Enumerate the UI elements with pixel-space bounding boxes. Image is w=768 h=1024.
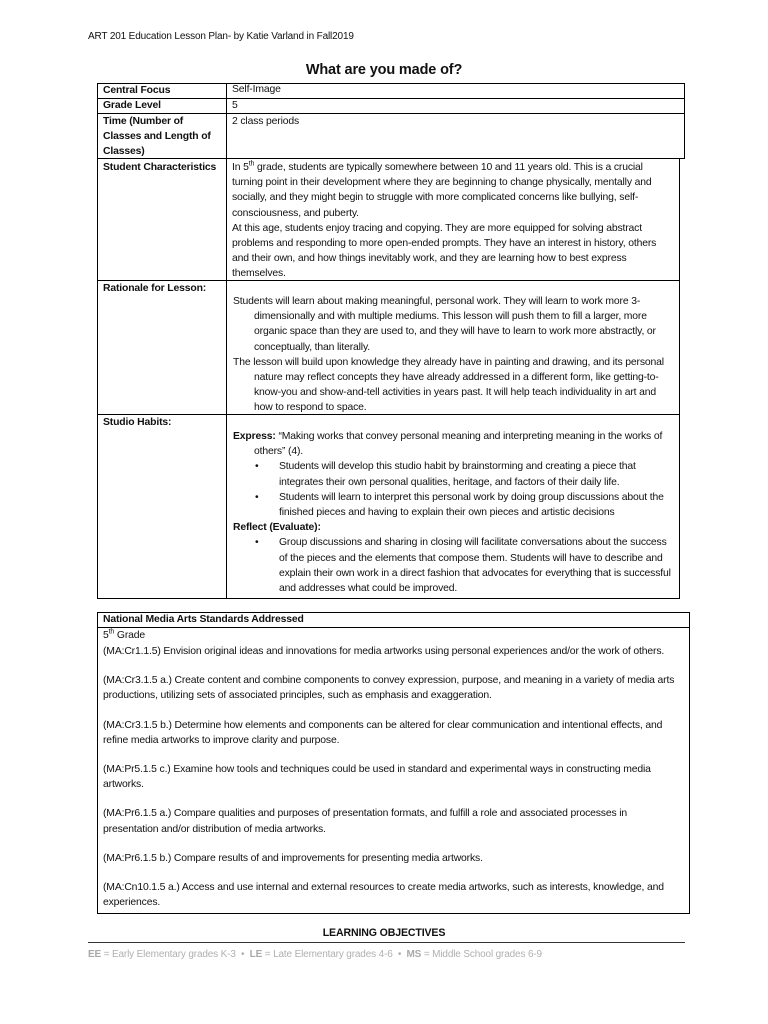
list-item: • Students will develop this studio habit by brainstorming and creating a piece that integrates their own personal qualities, heritage, and factors of their daily life.: [233, 459, 675, 489]
legend-code-ms: MS: [406, 949, 422, 960]
grade-level-label: Grade Level: [103, 100, 161, 111]
list-item: (MA:Cr3.1.5 b.) Determine how elements and components can be altered for clear communication and intentional effects, and refine media artworks to improve clarity and purpose.: [103, 719, 663, 746]
legend-code-le: LE: [249, 949, 263, 960]
grade-legend: [88, 947, 542, 962]
rationale-text: [233, 294, 675, 416]
reflect-heading: Reflect (Evaluate):: [233, 522, 321, 534]
student-characteristics-text: [232, 160, 666, 282]
list-item: • Group discussions and sharing in closing will facilitate conversations about the success of the pieces and the elements that compose them. Students will have to describe and explain their own work in a direct fashion that advocates for everything that is successful and addresses what could be improved.: [233, 535, 675, 596]
learning-objectives-heading: LEARNING OBJECTIVES: [322, 927, 446, 939]
student-characteristics-label: Student Characteristics: [103, 162, 217, 173]
list-item: (MA:Cr1.1.5) Envision original ideas and innovations for media artworks using personal experiences and/or the work of others.: [103, 646, 665, 657]
characteristics-paragraph-1: In 5th grade, students are typically somewhere between 10 and 11 years old. This is a crucial turning point in their development where they are beginning to change physically, mentally and socially, and they might begin to struggle with more complicated concerns like bullying, self-consciousness, and puberty.: [232, 160, 652, 219]
rationale-paragraph-2: The lesson will build upon knowledge they already have in painting and drawing, and its personal nature may reflect concepts they have already addressed in a different form, like getting-to-know-you and show-and-tell activities in years past. It will help teach individuality in art and how to respond to space.: [233, 356, 664, 414]
document-header: ART 201 Education Lesson Plan- by Katie Varland in Fall2019: [88, 31, 354, 42]
column-divider: [226, 83, 227, 599]
list-item: (MA:Pr5.1.5 c.) Examine how tools and techniques could be used in standard and experimental ways in constructing media artworks.: [103, 764, 651, 791]
legend-desc-ms: = Middle School grades 6-9: [421, 949, 542, 960]
standards-list: [103, 644, 685, 924]
legend-code-ee: EE: [88, 949, 102, 960]
rationale-paragraph-1: Students will learn about making meaningful, personal work. They will learn to work more 3-dimensionally and with multiple mediums. This lesson will push them to fill a larger, more organic space than they are used to, and they will have to learn to work more abstractly, or conceptually, than literally.: [233, 296, 656, 353]
list-item: (MA:Pr6.1.5 a.) Compare qualities and purposes of presentation formats, and fulfill a role and associated processes in presentation and/or distribution of media artworks.: [103, 808, 628, 835]
list-item: • Students will learn to interpret this personal work by doing group discussions about the finished pieces and having to explain their own pieces and artistic decisions: [233, 490, 675, 520]
page-title: What are you made of?: [305, 62, 463, 78]
standards-grade: 5th Grade: [103, 628, 146, 641]
express-paragraph: Express: “Making works that convey personal meaning and interpreting meaning in the works of others” (4).: [233, 431, 663, 458]
section-divider: [88, 942, 685, 943]
studio-habits-label: Studio Habits:: [103, 417, 172, 428]
central-focus-value: Self-Image: [232, 84, 281, 95]
list-item: (MA:Cn10.1.5 a.) Access and use internal and external resources to create media artworks, such as interests, knowledge, and experiences.: [103, 882, 664, 909]
characteristics-paragraph-2: At this age, students enjoy tracing and copying. They are more equipped for solving abstract problems and responding to more open-ended prompts. They have an interest in history, others and their own, and how things inevitably work, and they are learning how to best express themselves.: [232, 222, 657, 280]
express-bullet-list: [233, 459, 675, 520]
rationale-label: Rationale for Lesson:: [103, 283, 207, 294]
list-item: (MA:Pr6.1.5 b.) Compare results of and improvements for presenting media artworks.: [103, 852, 483, 864]
legend-separator: •: [241, 949, 245, 960]
legend-desc-le: = Late Elementary grades 4-6: [262, 949, 393, 960]
central-focus-label: Central Focus: [103, 85, 171, 96]
time-label: Time (Number of Classes and Length of Classes): [103, 116, 211, 158]
time-value: 2 class periods: [232, 116, 300, 127]
studio-habits-text: [233, 429, 675, 596]
reflect-bullet-list: [233, 535, 675, 596]
standards-heading: National Media Arts Standards Addressed: [103, 614, 304, 625]
list-item: (MA:Cr3.1.5 a.) Create content and combine components to convey expression, purpose, and meaning in a variety of media arts productions, utilizing sets of associated principles, such as emphasis and exaggeration.: [103, 675, 675, 702]
grade-level-value: 5: [232, 100, 238, 111]
legend-separator: •: [397, 949, 402, 960]
legend-desc-ee: = Early Elementary grades K-3: [101, 949, 236, 960]
row-divider: [97, 98, 685, 99]
